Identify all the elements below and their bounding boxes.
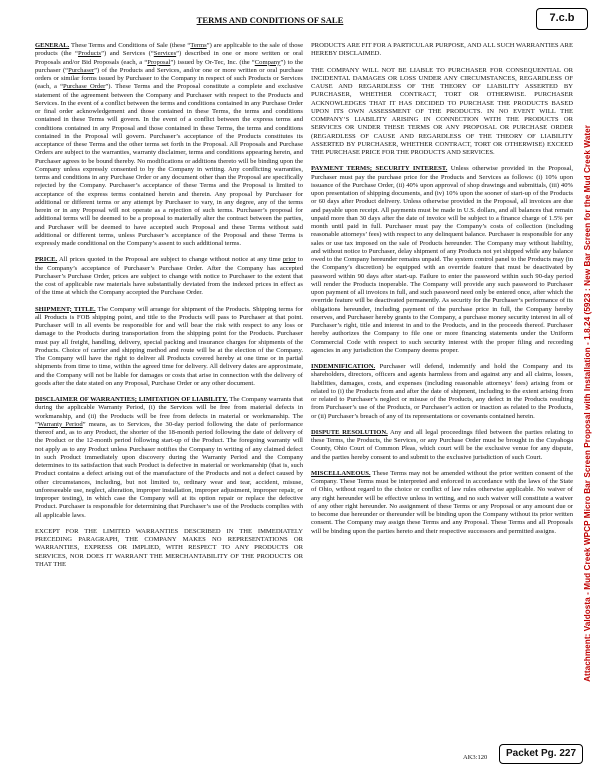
payment-heading: PAYMENT TERMS; SECURITY INTEREST.: [311, 165, 448, 173]
disclaimer-section: [35, 396, 303, 520]
attachment-sidebar: [574, 44, 600, 762]
general-text: ”) are applicable to the sale of those products (the “: [35, 42, 303, 58]
defined-term: Company: [254, 58, 281, 66]
price-text: All prices quoted in the Proposal are subject to change without notice at any time: [57, 256, 283, 264]
warranty-continuation: PRODUCTS ARE FIT FOR A PARTICULAR PURPOSE, AND ALL SUCH WARRANTIES ARE HEREBY DISCLAIMED.: [311, 42, 573, 58]
shipment-text: The Company will arrange for shipment of the Products. Shipping terms for all Products is FOB shipping point, and title to the Products will pass to Purchaser at that point. Purchaser will in all events be responsible for and will bear the risk with respect to any loss or damage to the Products during transportation from the shipping point for the Products. Purchaser must pay all freight, handling, delivery, special packing and insurance charges for shipments of the Products. Choice of carrier and shipping method and route will be at the election of the Company. The Company will have the right to deliver all Products covered hereby at one time or in partial shipments from time to time, within the agreed time for delivery. All delivery dates are approximate, and the Company will not be liable for damages or costs that arise in connection with the delivery of goods after the date stated on any Proposal, Purchase Order or any other document.: [35, 305, 303, 387]
misc-section: [311, 470, 573, 536]
shipment-heading: SHIPMENT; TITLE.: [35, 305, 96, 313]
price-section: [35, 256, 303, 297]
left-column: [35, 42, 303, 756]
general-text: ”) and Services (“: [101, 50, 154, 58]
disclaimer-text: The Company warrants that during the applicable Warranty Period, (i) the Services will be free from material defects in workmanship, and (ii) the Products will be free from defects in material or workmanship. The “: [35, 396, 303, 428]
liability-paragraph: THE COMPANY WILL NOT BE LIABLE TO PURCHASER FOR CONSEQUENTIAL OR INCIDENTAL DAMAGES OR LOSS UNDER ANY CIRCUMSTANCES, REGARDLESS OF CAUSE AND REGARDLESS OF THE THEORY OF LIABILITY ASSERTED BY PURCHASER, WHETHER CONTRACT, TORT OR OTHERWISE. PURCHASER ACKNOWLEDGES THAT IT HAS DECIDED TO PURCHASE THE PRODUCTS BASED UPON ITS OWN ASSESSMENT OF THE PRODUCTS. IN NO EVENT WILL THE COMPANY’S LIABILITY ARISING IN CONNECTION WITH THE PRODUCTS OR SERVICES OR UNDER THESE TERMS OR ANY PROPOSAL OR PURCHASE ORDER (REGARDLESS OF CAUSE AND REGARDLESS OF THE THEORY OF LIABILITY ASSERTED BY PURCHASER, WHETHER CONTRACT, TORT OR OTHERWISE) EXCEED THE PURCHASE PRICE FOR THE PRODUCTS AND SERVICES.: [311, 66, 573, 156]
disclaimer-text: ” means, as to Services, the 30-day period following the date of performance thereof and, as to any Product, the shorter of the 18-month period following the date of delivery of the Product or the 12-month period following start-up of the Product. The foregoing warranty will not apply as to any Product unless Purchaser notifies the Company in writing of any claimed defect in such Product immediately upon discovery during the Warranty Period and the Company determines to its satisfaction that such Product is defective in material or workmanship (that is, such Product contains a defect arising out of the manufacture of the Products and not a defect caused by other circumstances, including, but not limited to, ordinary wear and tear, accident, misuse, unforeseeable use, neglect, alteration, improper installation, improper adjustment, improper repair, or improper testing), in which case the Company will at its option repair or replace the defective Product. Purchaser is responsible for determining that Purchaser’s use of the Products complies with all applicable laws.: [35, 420, 303, 519]
defined-term: Terms: [190, 42, 207, 49]
general-text: ”) of the Products and Services, and/or one or more written or oral purchase orders or similar forms issued by Purchaser to the Company in respect of such Products or Services (each, a “: [35, 66, 303, 91]
general-heading: GENERAL.: [35, 42, 70, 49]
defined-term: Products: [77, 50, 102, 58]
indemnification-text: Purchaser will defend, indemnify and hold the Company and its shareholders, directors, officers and agents harmless from and against any and all claims, losses, liabilities, damages, costs, and expenses (including reasonable attorneys’ fees) arising from or related to (i) the Products from and after the date of shipment, including to the extent arising from or related to Purchaser’s neglect or misuse of the Products, any defect in the Products resulting from Purchaser’s use of the Products, or Purchaser’s action or inaction as related to the Products, or (ii) Purchaser’s breach of any of its representations or covenants contained herein.: [311, 363, 573, 420]
right-column: [311, 42, 573, 574]
disclaimer-heading: DISCLAIMER OF WARRANTIES; LIMITATION OF LIABILITY.: [35, 396, 228, 403]
indemnification-heading: INDEMNIFICATION.: [311, 363, 376, 370]
misc-heading: MISCELLANEOUS.: [311, 469, 371, 477]
misc-text: These Terms may not be amended without the prior written consent of the Company. These Terms must be interpreted and enforced in accordance with the laws of the State of Ohio, without regard to the choice or conflict of law rules otherwise applicable. No waiver of any right hereunder will be effective unless in writing, and no such waiver will constitute a waiver of any other right hereunder. No assignment of these Terms or any Proposal or any amount due or to become due hereunder or thereunder will be binding upon the Company without its prior written consent. The Company may assign these Terms and any Proposal. These Terms and all Proposals will be binding upon the parties hereto and their respective successors and permitted assigns.: [311, 469, 573, 535]
dispute-section: [311, 429, 573, 462]
general-text: ”) issued by Or-Tec, Inc. (the “: [170, 58, 255, 66]
general-text: These Terms and Conditions of Sale (these “: [69, 42, 191, 49]
price-heading: PRICE.: [35, 256, 58, 264]
payment-section: [311, 165, 573, 355]
section-tag: 7.c.b: [536, 8, 588, 30]
shipment-section: [35, 306, 303, 389]
defined-term: Warranty Period: [37, 420, 83, 428]
general-text: ”) to the purchaser (“: [35, 58, 303, 74]
page-title: TERMS AND CONDITIONS OF SALE: [196, 15, 344, 25]
general-section: [35, 42, 303, 248]
dispute-text: Any and all legal proceedings filed between the parties relating to these Terms, the Products, the Services, or any Purchase Order must be brought in the Cuyahoga County, Ohio Court of Common Pleas, which court will be the exclusive venue for any dispute, and the parties hereby consent to and submit to the exclusive jurisdiction of such Court.: [311, 428, 573, 461]
document-code: AK3:120: [463, 754, 488, 761]
except-paragraph: EXCEPT FOR THE LIMITED WARRANTIES DESCRIBED IN THE IMMEDIATELY PRECEDING PARAGRAPH, THE COMPANY MAKES NO REPRESENTATIONS OR WARRANTIES, EXPRESS OR IMPLIED, WITH RESPECT TO ANY PRODUCTS OR SERVICES, NOR DOES IT WARRANT THE MERCHANTABILITY OF THE PRODUCTS OR THAT THE: [35, 527, 303, 568]
packet-page-label: Packet Pg. 227: [499, 744, 583, 764]
attachment-label: Attachment: Valdosta - Mud Creek WPCP Micro Bar Screen Proposal with Installation - 1.8.24 (5923 : New Bar Screen for the Mud Creek Water: [582, 124, 592, 682]
defined-term: Proposal: [147, 58, 171, 66]
general-text: ”) described in one or more written or oral Proposals and/or Bid Proposals (each, a “: [35, 50, 303, 66]
defined-term: Purchaser: [68, 66, 95, 74]
defined-term: Purchase Order: [63, 83, 106, 91]
defined-term: Services: [153, 50, 177, 58]
price-text: to the Company’s acceptance of Purchaser’s Purchase Order. After the Company has accepted Purchaser’s Purchase Order, prices are subject to change with notice to Purchaser to the extent that the cost of applicable raw materials have substantially deviated from the indexed prices in effect as of the time at which the Company accepted the Purchase Order.: [35, 256, 303, 297]
general-text: ”). These Terms and the Proposal constitute a complete and exclusive statement of the agreement between the Company and Purchaser with respect to the Products and Services. In the event of a conflict between the terms and conditions contained in any Purchase Order or final order acknowledgement and those contained in these Terms, the terms and conditions contained in these Terms will govern. In the event of a conflict between the express terms and conditions contained in any Proposal and those contained in these Terms, the terms and conditions contained in the Proposal will govern. Purchaser’s acceptance of the Products constitutes its acceptance of these Terms and the other terms set forth in the Proposal. All Proposals and Purchase Orders are subject to the warranties, warranty disclaimer, terms and conditions appearing herein, and Purchaser agrees to be bound thereby. No modifications or additions thereto will be binding upon the Company unless expressly consented to by the Company in writing. Any conflicting warranties, terms and conditions in any Purchase Order or any document other than the Proposal are specifically rejected by the Company. Purchaser’s acceptance of these Terms and the Proposal is limited to acceptance of the express terms contained herein and therein. Any proposal by Purchaser for additional or different terms or any attempt by Purchaser to vary, in any degree, any of the terms herein or in any Proposal will not operate as a rejection of such terms. Purchaser’s proposal for additional terms will be deemed to be a proposal to materially alter the contract between the parties, and Purchaser will be deemed to have accepted such Proposal and these Terms without said additional or different terms, unless Purchaser’s acceptance of the Proposal and these Terms is expressly made conditional on the Company’s assent to such additional terms.: [35, 83, 303, 247]
indemnification-section: [311, 363, 573, 421]
payment-text: Unless otherwise provided in the Proposal, Purchaser must pay the purchase price for the Products and Services as follows: (i) 10% upon issuance of the Purchase Order, (ii) 40% upon approval of shop drawings and submittals, (iii) 40% upon presentation of shipping documents, and (iv) 10% upon the sooner of start-up of the Products or 60 days after Product delivery. Unless otherwise provided in the Proposal, all invoices are due and payable upon receipt. All payments must be made in U.S. dollars, and all balances that remain unpaid more than 30 days after the date of invoice will be subject to a finance charge of 1.5% per month until paid in full. Purchaser must pay the Company’s costs of collection (including reasonable attorneys’ fees) with respect to any delinquent balance. Purchaser is responsible for any sales or use tax imposed on the sale of Products hereunder. The Company may without liability, and without notice to Purchaser, delay shipment of any Products not yet shipped while any balance owed to the Company hereunder remains unpaid. The system control panel to the Products may (in the Company’s discretion) be equipped with an override feature that must be deactivated by password within 90 days after start-up. Failure to enter the password within such 90-day period will render the Products inoperable. The Company will provide any such password to Purchaser upon payment of all invoices in full, and such password need only be entered once, after which the override feature will be deactivated permanently. As security for the Purchaser’s performance of its obligations hereunder, including payment of the purchase price in full, the Company hereby reserves, and Purchaser hereby grants to the Company, a purchase money security interest in all of Purchaser’s right, title and interest in and to the Products, and in the proceeds thereof. Purchaser hereby authorizes the Company to file one or more financing statements under the Uniform Commercial Code with respect to such security interest with the proper filing and recording agencies in any jurisdiction the Company deems proper.: [311, 165, 573, 354]
dispute-heading: DISPUTE RESOLUTION.: [311, 428, 388, 436]
defined-term: prior: [282, 256, 296, 264]
